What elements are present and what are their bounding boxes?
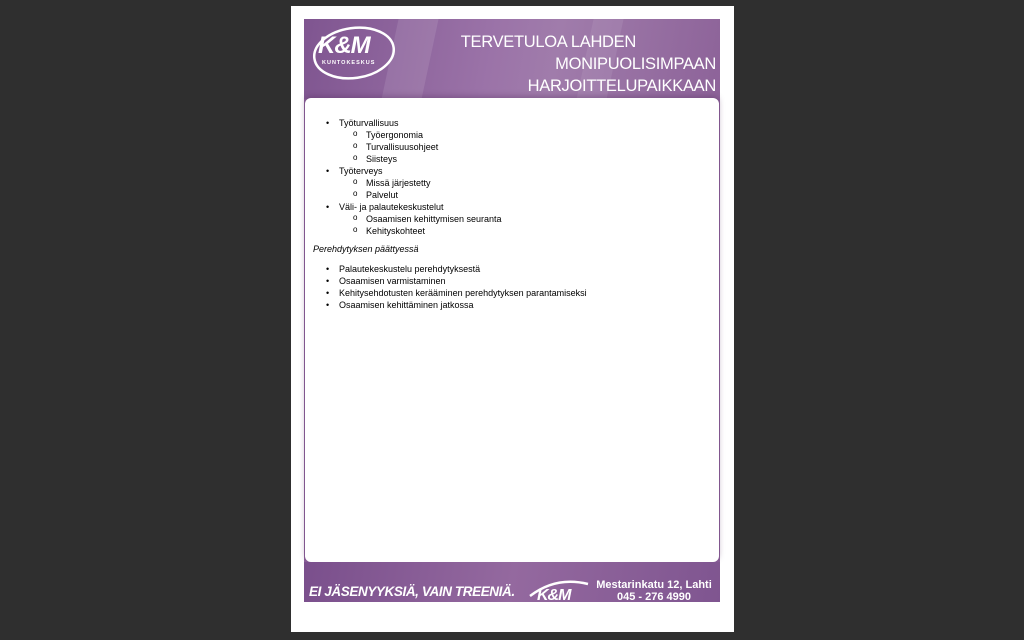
list-item: [339, 117, 713, 165]
list-item: • Osaamisen kehittäminen jatkossa: [339, 299, 713, 311]
address-line: Mestarinkatu 12, Lahti: [596, 579, 712, 591]
footer-logo-text: K&M: [537, 587, 571, 602]
list-item-label: Työterveys: [339, 166, 383, 176]
list-item: [339, 165, 713, 201]
sub-list-item: o Palvelut: [366, 189, 713, 201]
end-list: [313, 263, 713, 311]
list-item: • Kehitysehdotusten kerääminen perehdytyksen parantamiseksi: [339, 287, 713, 299]
footer-address: [594, 579, 714, 602]
sub-list: [339, 129, 713, 165]
header-title-line1: TERVETULOA LAHDEN: [460, 33, 636, 51]
footer-slogan: EI JÄSENYYKSIÄ, VAIN TREENIÄ.: [309, 584, 515, 599]
sub-list-item: o Työergonomia: [366, 129, 713, 141]
letterhead-frame: [304, 19, 720, 602]
list-item: [339, 201, 713, 237]
topic-list: [313, 117, 713, 237]
sub-list-item: o Osaamisen kehittymisen seuranta: [366, 213, 713, 225]
logo-text: K&M: [318, 32, 370, 59]
phone-line: 045 - 276 4990: [616, 591, 691, 602]
sub-list-item: o Turvallisuusohjeet: [366, 141, 713, 153]
list-item: • Palautekeskustelu perehdytyksestä: [339, 263, 713, 275]
list-item-label: Väli- ja palautekeskustelut: [339, 202, 444, 212]
list-item-label: Työturvallisuus: [339, 118, 399, 128]
sub-list-item: o Kehityskohteet: [366, 225, 713, 237]
letterhead-header: [304, 19, 720, 99]
list-item: • Osaamisen varmistaminen: [339, 275, 713, 287]
section-title: Perehdytyksen päättyessä: [313, 244, 419, 254]
document-page: [291, 6, 734, 632]
letterhead-footer: [304, 562, 720, 602]
header-title-line2: MONIPUOLISIMPAAN HARJOITTELUPAIKKAAN: [527, 55, 716, 95]
logo-subtitle: KUNTOKESKUS: [322, 60, 376, 66]
document-text: [313, 117, 713, 311]
document-body: [305, 98, 719, 562]
sub-list-item: o Siisteys: [366, 153, 713, 165]
sub-list-item: o Missä järjestetty: [366, 177, 713, 189]
header-title: [396, 31, 716, 97]
sub-list: [339, 177, 713, 201]
sub-list: [339, 213, 713, 237]
